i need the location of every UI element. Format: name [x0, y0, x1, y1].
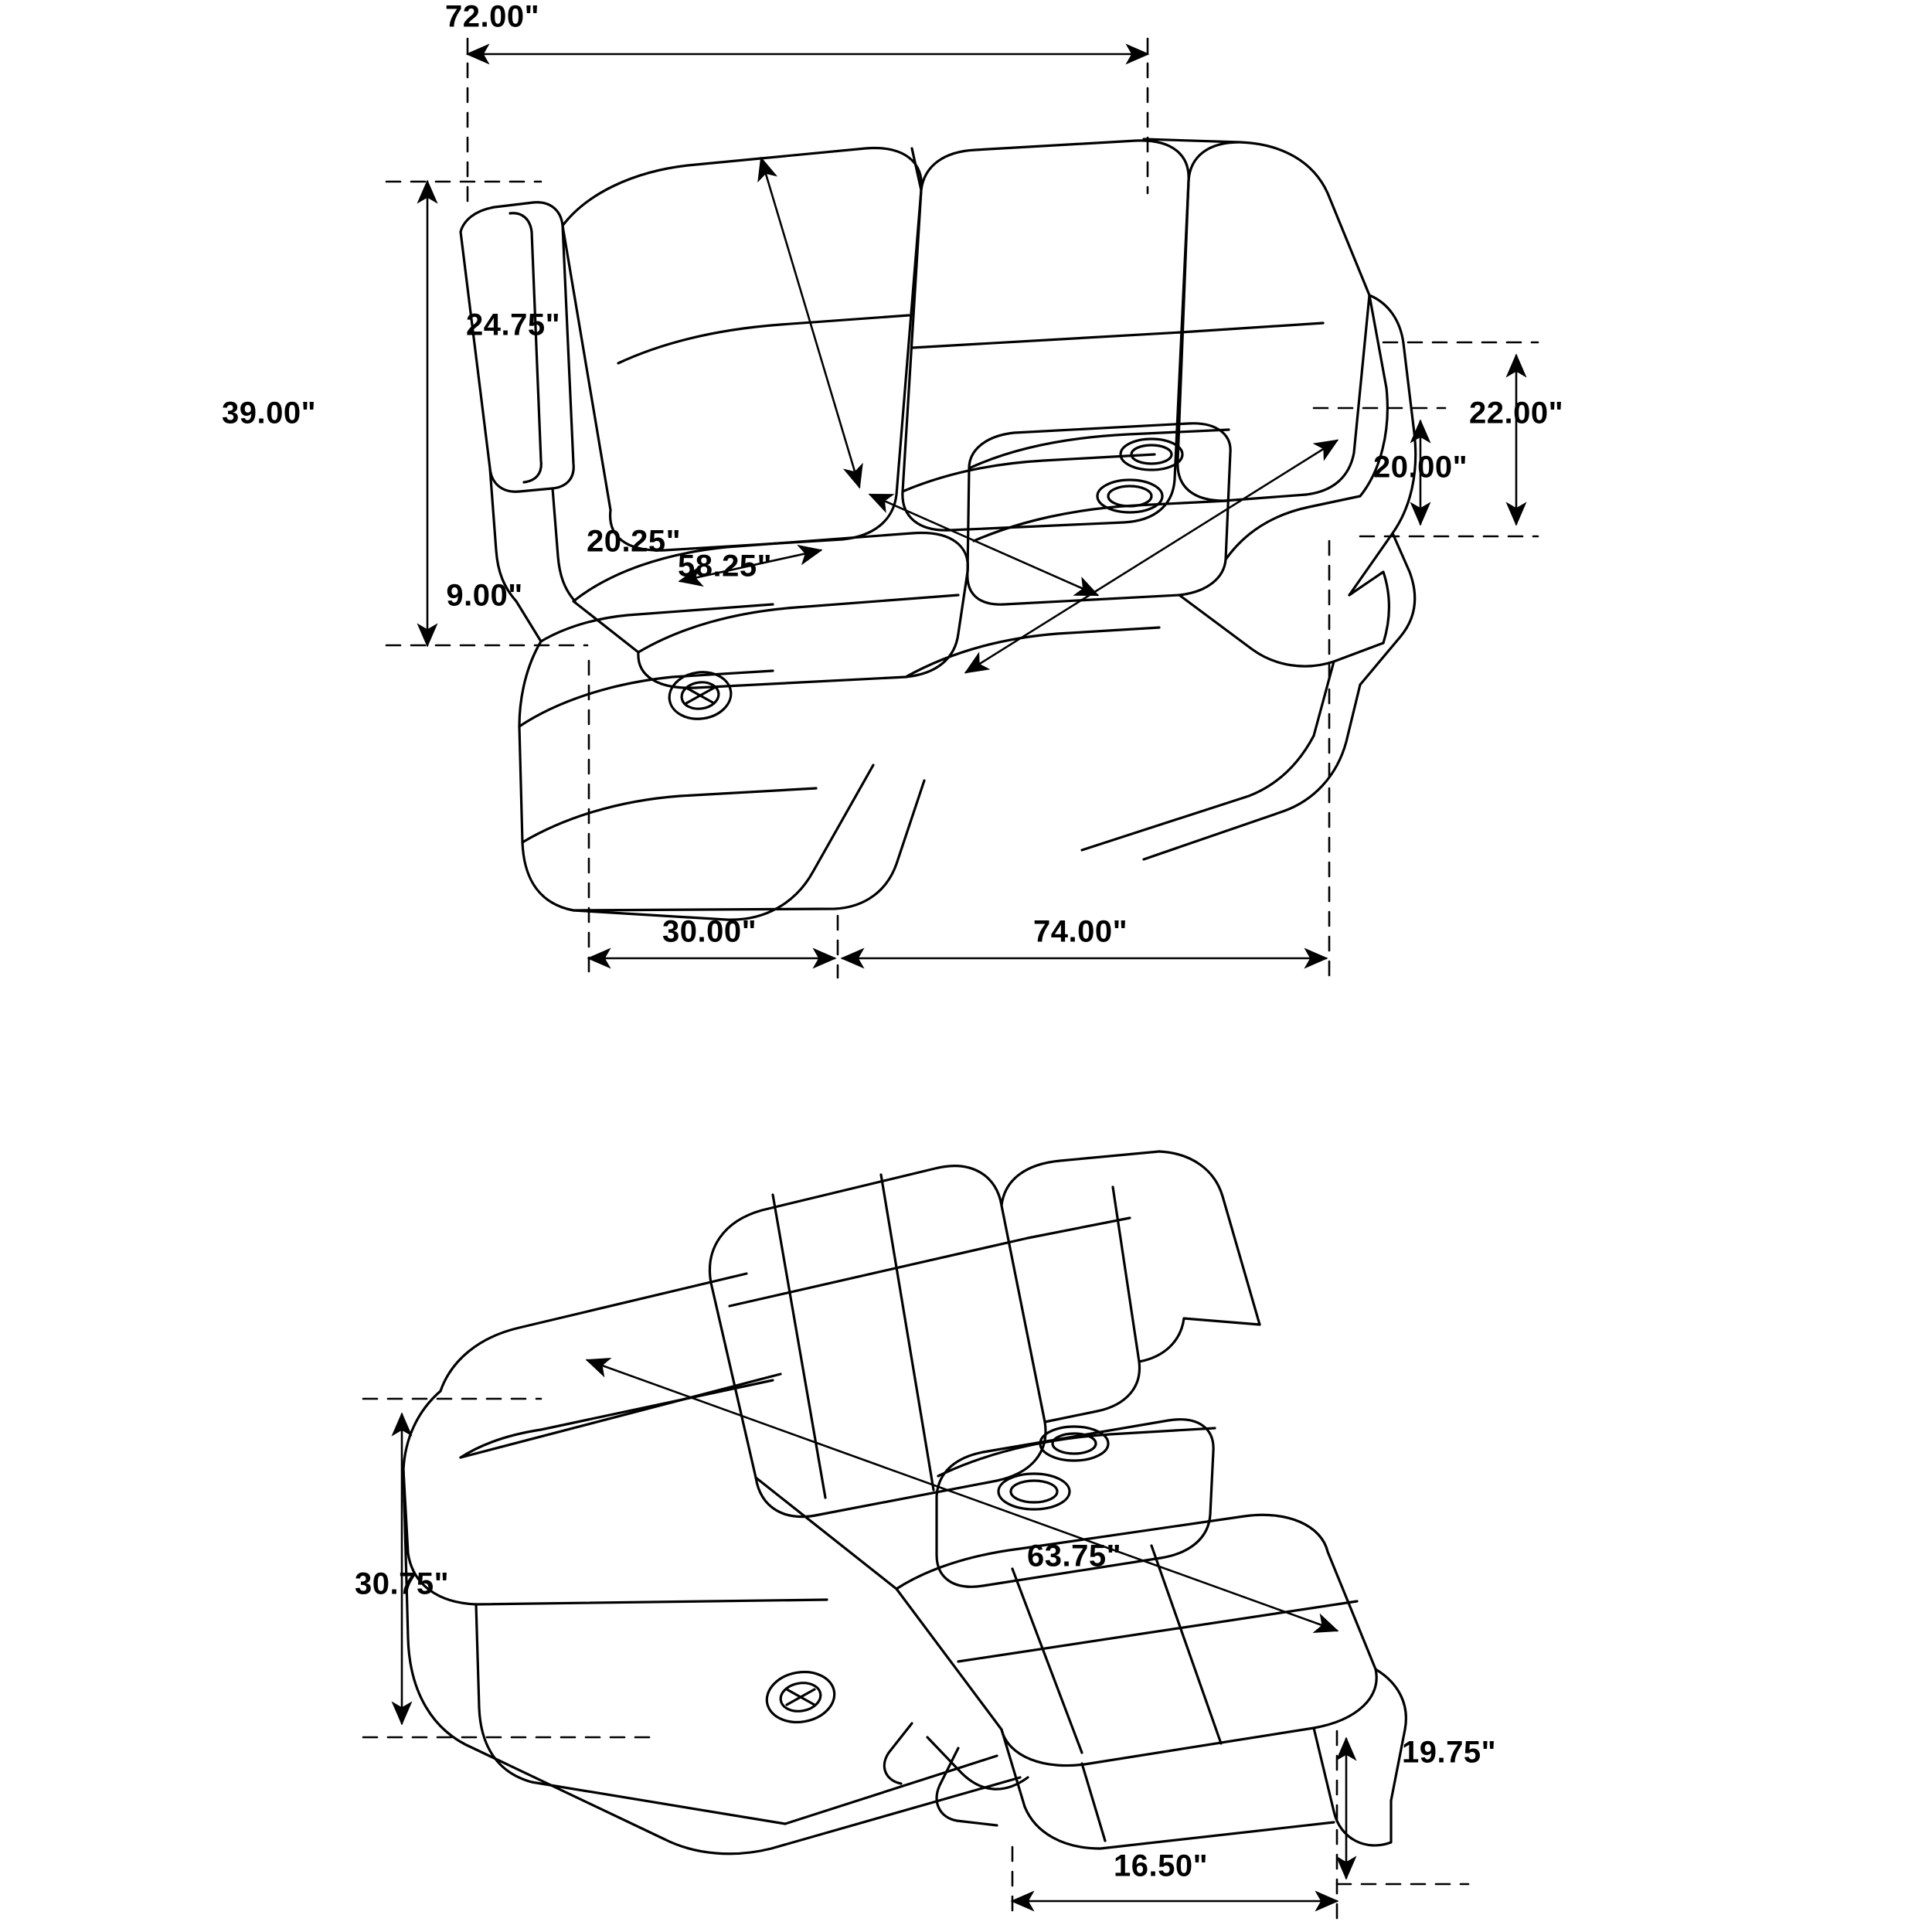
dimension-label-seat-height: 20.00" — [1372, 450, 1468, 485]
sofa-reclined-illustration — [403, 1151, 1406, 1854]
dimension-label-footrest-height: 19.75" — [1401, 1735, 1497, 1770]
dimension-label-seat-width-inside: 58.25" — [677, 549, 773, 583]
reclined-view-dimension-lines — [363, 1360, 1468, 1921]
dimension-label-backrest-height: 24.75" — [465, 308, 561, 342]
dimension-label-seat-depth: 20.25" — [586, 524, 682, 559]
upright-view-dimension-lines — [386, 39, 1538, 978]
dimension-label-overall-width-top: 72.00" — [444, 0, 540, 34]
dimension-label-depth-closed: 30.00" — [662, 914, 757, 949]
dimension-label-arm-height: 22.00" — [1468, 396, 1564, 430]
dimension-label-reclined-depth: 63.75" — [1026, 1539, 1122, 1573]
dimension-label-overall-length: 74.00" — [1032, 914, 1128, 949]
dimension-label-back-height: 39.00" — [221, 396, 317, 430]
dimension-label-footrest-extension: 16.50" — [1113, 1849, 1209, 1883]
dimension-label-console-height: 9.00" — [446, 578, 523, 613]
dimension-label-reclined-height: 30.75" — [354, 1566, 450, 1601]
